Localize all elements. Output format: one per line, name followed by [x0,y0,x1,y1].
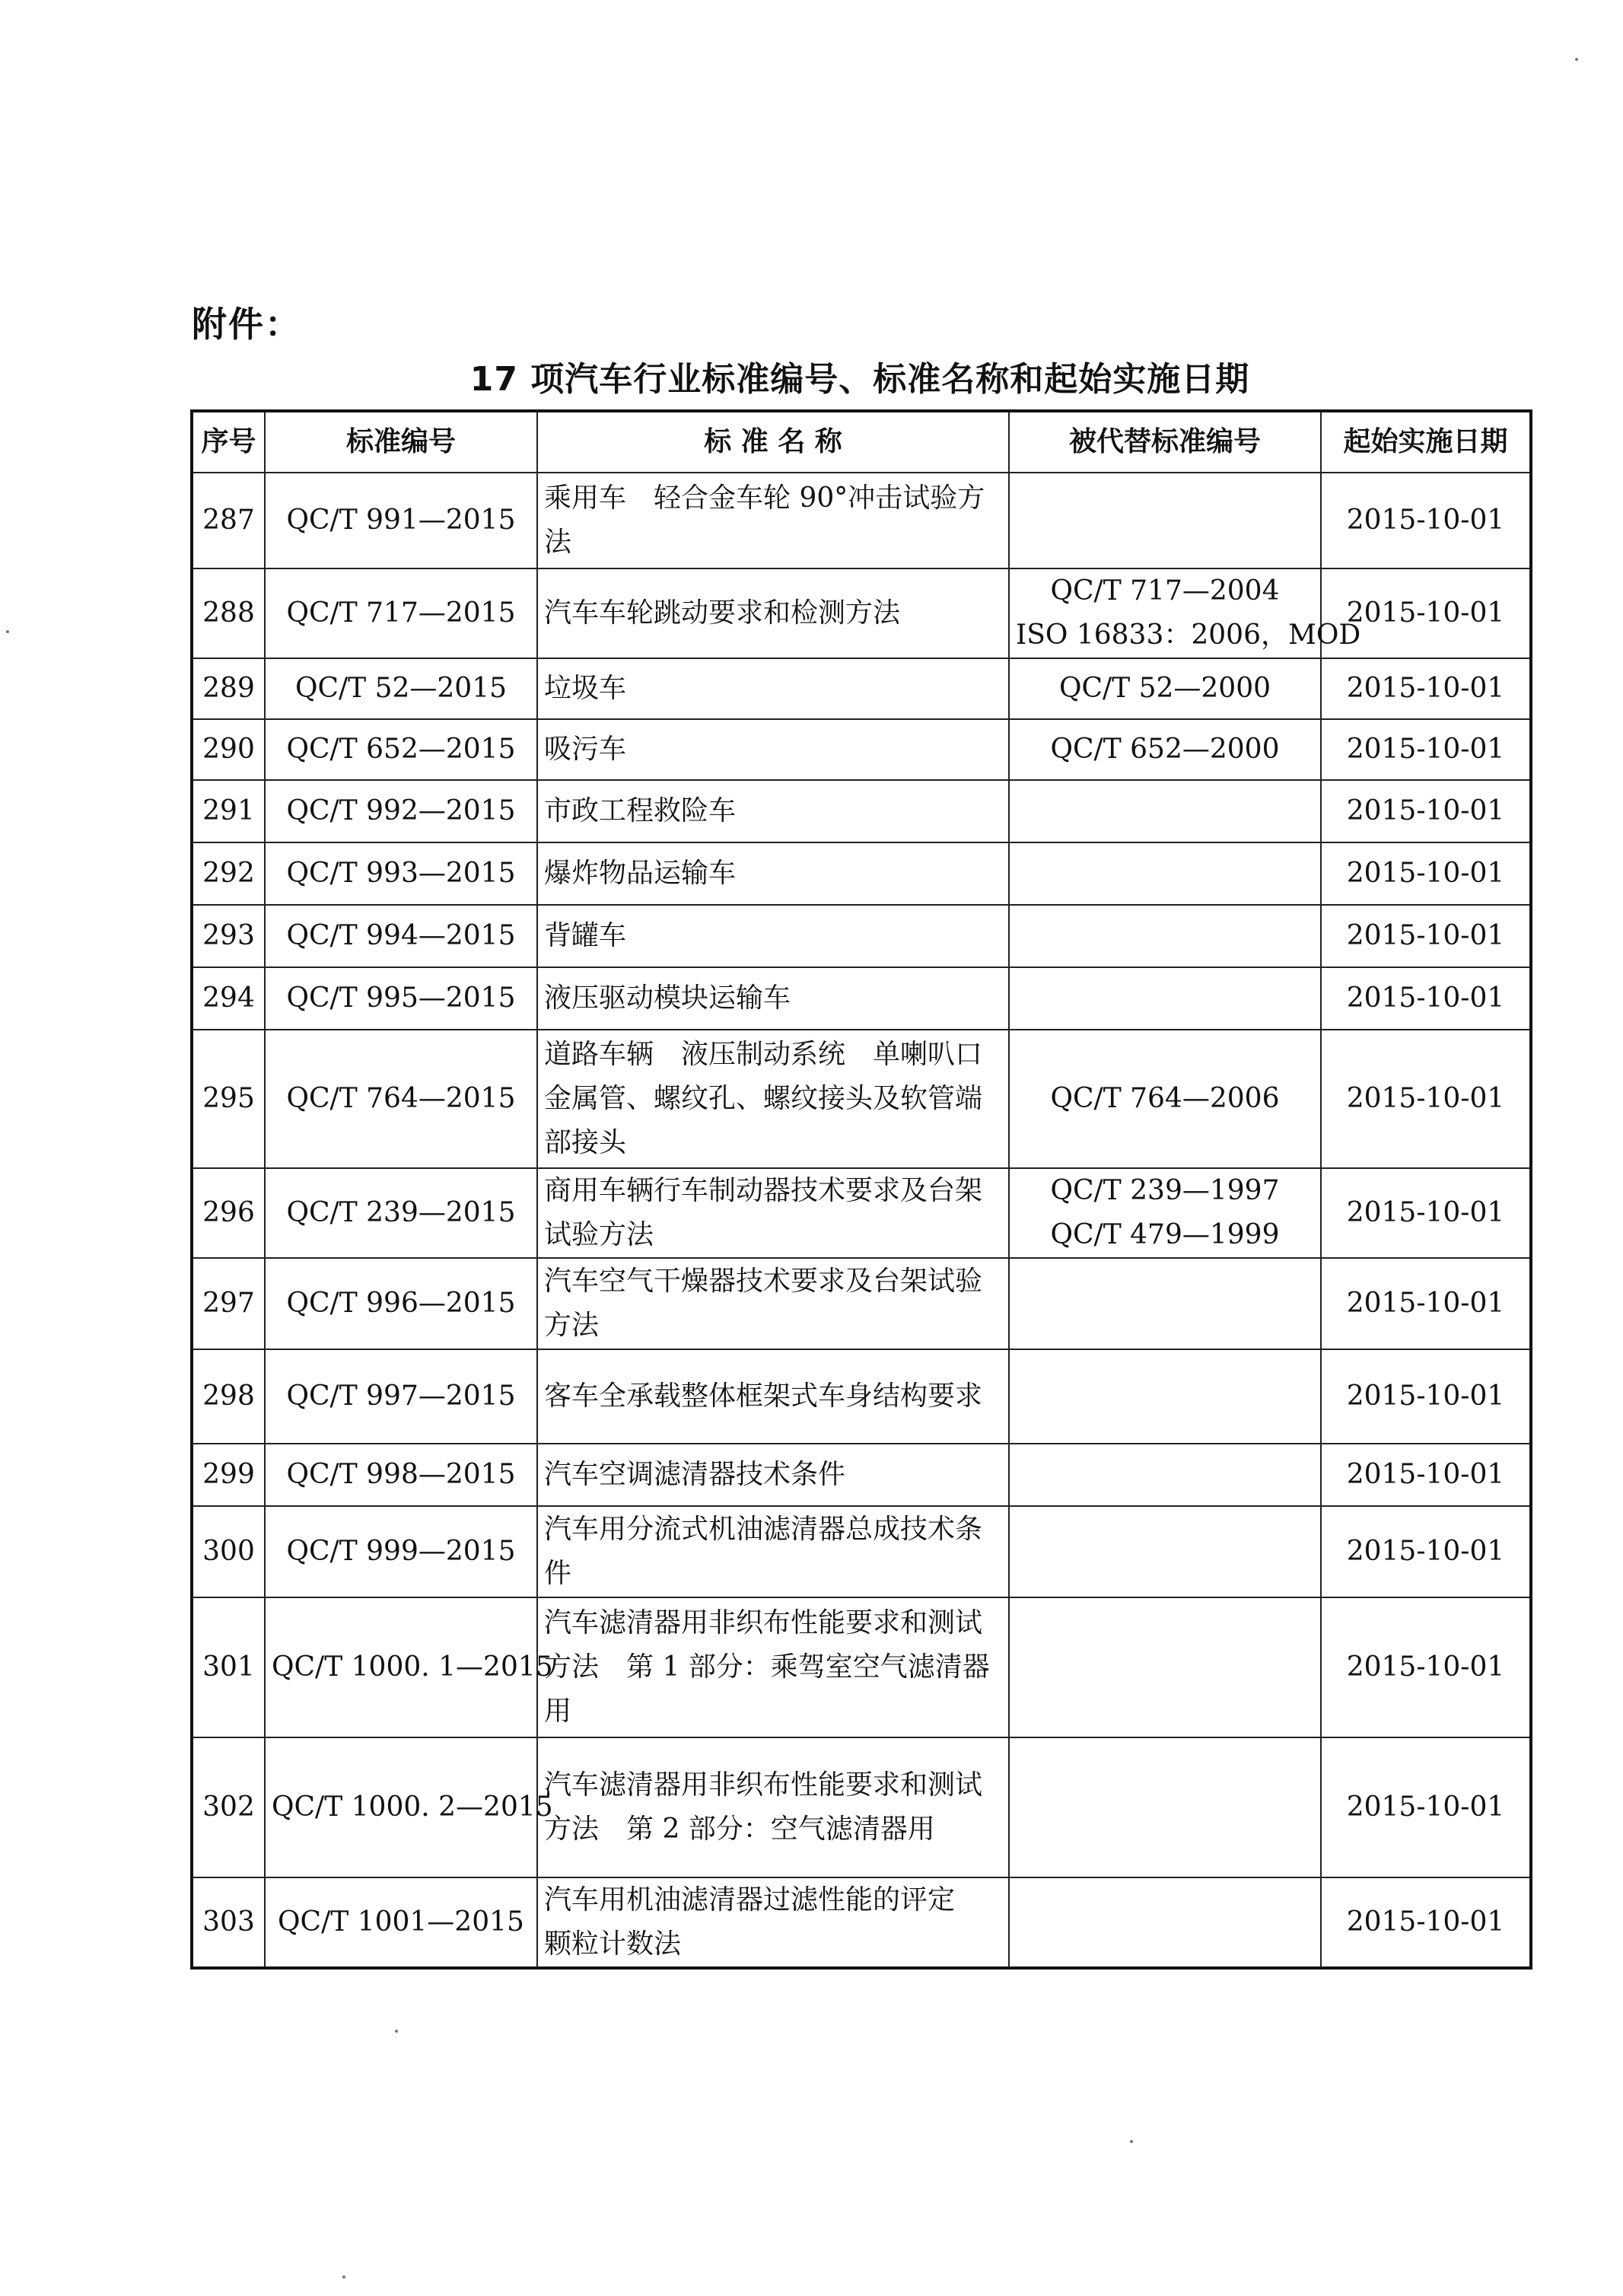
cell-seq: 293 [192,905,265,967]
cell-code: QC/T 239—2015 [265,1168,537,1258]
cell-replaced [1009,658,1321,719]
cell-code: QC/T 996—2015 [265,1258,537,1349]
cell-seq: 296 [192,1168,265,1258]
table-row [192,1506,1531,1597]
cell-code: QC/T 652—2015 [265,719,537,780]
cell-seq: 303 [192,1877,265,1968]
standards-table [190,409,1532,1970]
table-row [192,842,1531,905]
cell-code: QC/T 991—2015 [265,473,537,568]
cell-code: QC/T 995—2015 [265,967,537,1030]
cell-date: 2015-10-01 [1321,1444,1531,1506]
cell-replaced [1009,1030,1321,1168]
table-header-row [192,411,1531,473]
cell-name: 汽车车轮跳动要求和检测方法 [537,568,1009,658]
cell-date: 2015-10-01 [1321,1168,1531,1258]
cell-name: 乘用车 轻合金车轮 90°冲击试验方法 [537,473,1009,568]
scan-speck [1575,58,1578,61]
cell-replaced [1009,568,1361,658]
replaced-code: QC/T 479—1999 [1050,1219,1280,1250]
header-date: 起始实施日期 [1321,411,1531,473]
cell-seq: 292 [192,842,265,905]
cell-date: 2015-10-01 [1321,1349,1531,1444]
table-row [192,658,1531,719]
cell-name: 道路车辆 液压制动系统 单喇叭口金属管、螺纹孔、螺纹接头及软管端部接头 [537,1030,1009,1168]
cell-code: QC/T 997—2015 [265,1349,537,1444]
replaced-code: QC/T 764—2006 [1050,1083,1280,1114]
cell-replaced [1009,967,1321,1030]
cell-seq: 297 [192,1258,265,1349]
cell-date: 2015-10-01 [1321,1877,1531,1968]
cell-replaced [1009,1168,1321,1258]
cell-date: 2015-10-01 [1321,658,1531,719]
cell-date: 2015-10-01 [1321,967,1531,1030]
cell-seq: 294 [192,967,265,1030]
cell-date: 2015-10-01 [1321,1597,1531,1737]
cell-date: 2015-10-01 [1321,1030,1531,1168]
cell-seq: 288 [192,568,265,658]
cell-seq: 300 [192,1506,265,1597]
cell-seq: 291 [192,780,265,842]
cell-name: 汽车滤清器用非织布性能要求和测试方法 第 1 部分：乘驾室空气滤清器用 [537,1597,1009,1737]
scan-speck [1130,2140,1133,2143]
cell-replaced [1009,1877,1321,1968]
table-row [192,719,1531,780]
header-code: 标准编号 [265,411,537,473]
table-row [192,967,1531,1030]
cell-replaced [1009,780,1321,842]
scan-speck [395,2030,398,2033]
cell-name: 背罐车 [537,905,1009,967]
cell-name: 汽车用分流式机油滤清器总成技术条件 [537,1506,1009,1597]
cell-name: 汽车空调滤清器技术条件 [537,1444,1009,1506]
cell-replaced [1009,1349,1321,1444]
scan-speck [342,2275,345,2278]
cell-name: 汽车滤清器用非织布性能要求和测试方法 第 2 部分：空气滤清器用 [537,1737,1009,1877]
table-row [192,905,1531,967]
cell-replaced [1009,1444,1321,1506]
cell-name: 吸污车 [537,719,1009,780]
table-row [192,1444,1531,1506]
document-title: 17 项汽车行业标准编号、标准名称和起始实施日期 [469,360,1250,399]
cell-code: QC/T 1000. 1—2015 [265,1597,537,1737]
table-row [192,473,1531,568]
cell-replaced [1009,719,1321,780]
cell-code: QC/T 992—2015 [265,780,537,842]
cell-date: 2015-10-01 [1321,1506,1531,1597]
cell-date: 2015-10-01 [1321,719,1531,780]
header-seq: 序号 [192,411,265,473]
cell-replaced [1009,842,1321,905]
cell-seq: 289 [192,658,265,719]
replaced-code: ISO 16833：2006，MOD [1016,619,1361,651]
table-row [192,1168,1531,1258]
cell-name: 市政工程救险车 [537,780,1009,842]
cell-replaced [1009,905,1321,967]
cell-date: 2015-10-01 [1321,568,1531,658]
cell-date: 2015-10-01 [1321,780,1531,842]
cell-seq: 295 [192,1030,265,1168]
cell-code: QC/T 764—2015 [265,1030,537,1168]
table-row [192,1349,1531,1444]
replaced-code: QC/T 52—2000 [1058,673,1271,704]
cell-seq: 299 [192,1444,265,1506]
cell-replaced [1009,1258,1321,1349]
cell-date: 2015-10-01 [1321,842,1531,905]
cell-code: QC/T 994—2015 [265,905,537,967]
cell-code: QC/T 1001—2015 [265,1877,537,1968]
replaced-code: QC/T 239—1997 [1050,1175,1280,1206]
cell-code: QC/T 999—2015 [265,1506,537,1597]
cell-replaced [1009,1737,1321,1877]
cell-code: QC/T 717—2015 [265,568,537,658]
cell-seq: 301 [192,1597,265,1737]
replaced-code: QC/T 652—2000 [1050,734,1280,765]
table-row [192,1877,1531,1968]
cell-seq: 298 [192,1349,265,1444]
attachment-label: 附件： [192,304,301,345]
cell-name: 商用车辆行车制动器技术要求及台架试验方法 [537,1168,1009,1258]
table-row [192,1030,1531,1168]
cell-name: 汽车用机油滤清器过滤性能的评定 颗粒计数法 [537,1877,1009,1968]
table-row [192,1258,1531,1349]
cell-name: 液压驱动模块运输车 [537,967,1009,1030]
cell-code: QC/T 993—2015 [265,842,537,905]
cell-code: QC/T 1000. 2—2015 [265,1737,537,1877]
cell-seq: 287 [192,473,265,568]
cell-seq: 302 [192,1737,265,1877]
cell-name: 客车全承载整体框架式车身结构要求 [537,1349,1009,1444]
table-row [192,780,1531,842]
cell-replaced [1009,1506,1321,1597]
cell-date: 2015-10-01 [1321,473,1531,568]
cell-seq: 290 [192,719,265,780]
cell-code: QC/T 52—2015 [265,658,537,719]
replaced-code: QC/T 717—2004 [1050,575,1280,607]
header-name: 标 准 名 称 [537,411,1009,473]
cell-date: 2015-10-01 [1321,1258,1531,1349]
table-row [192,1597,1531,1737]
cell-date: 2015-10-01 [1321,905,1531,967]
cell-name: 爆炸物品运输车 [537,842,1009,905]
table-row [192,568,1531,658]
cell-date: 2015-10-01 [1321,1737,1531,1877]
scan-speck [6,630,9,633]
cell-replaced [1009,1597,1321,1737]
header-replaced: 被代替标准编号 [1009,411,1321,473]
table-row [192,1737,1531,1877]
table-body [192,473,1531,1968]
cell-name: 垃圾车 [537,658,1009,719]
cell-code: QC/T 998—2015 [265,1444,537,1506]
cell-name: 汽车空气干燥器技术要求及台架试验方法 [537,1258,1009,1349]
cell-replaced [1009,473,1321,568]
